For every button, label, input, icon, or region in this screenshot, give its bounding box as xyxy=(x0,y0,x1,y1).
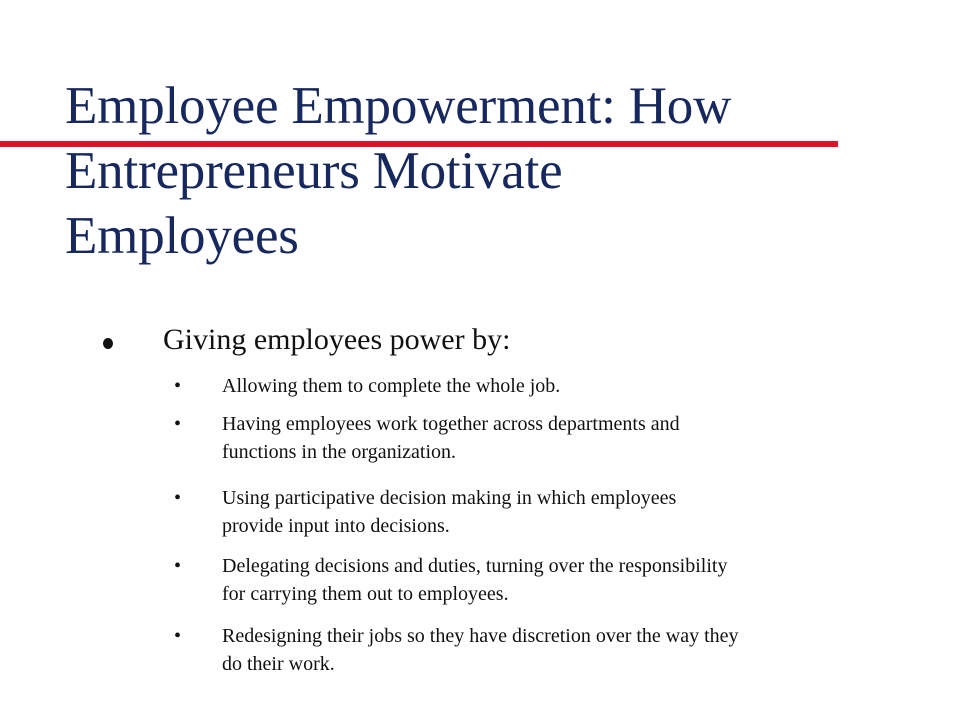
sub-bullet-1 xyxy=(222,372,922,400)
sub-bullet-5 xyxy=(222,622,922,678)
sub-bullet-4-line-1: Delegating decisions and duties, turning over the responsibility xyxy=(222,555,728,577)
sub-bullet-dot-icon: • xyxy=(174,625,182,647)
sub-bullet-5-line-2: do their work. xyxy=(222,653,335,675)
title-line-2: Entrepreneurs Motivate xyxy=(65,142,563,200)
sub-bullet-1-line-1: Allowing them to complete the whole job. xyxy=(222,375,561,397)
sub-bullet-dot-icon: • xyxy=(174,555,182,577)
sub-bullet-dot-icon: • xyxy=(174,375,182,397)
sub-bullet-2-line-2: functions in the organization. xyxy=(222,441,457,463)
sub-bullet-3-line-2: provide input into decisions. xyxy=(222,515,450,537)
sub-bullet-3 xyxy=(222,484,922,540)
sub-bullet-dot-icon: • xyxy=(174,413,182,435)
title-line-3: Employees xyxy=(65,207,299,265)
title-line-1: Employee Empowerment: How xyxy=(65,77,732,135)
sub-bullet-2 xyxy=(222,410,922,466)
sub-bullet-5-line-1: Redesigning their jobs so they have discretion over the way they xyxy=(222,625,739,647)
sub-bullet-4-line-2: for carrying them out to employees. xyxy=(222,583,509,605)
sub-bullet-2-line-1: Having employees work together across departments and xyxy=(222,413,680,435)
main-bullet-text: Giving employees power by: xyxy=(163,323,511,356)
sub-bullet-4 xyxy=(222,552,922,608)
sub-bullet-dot-icon: • xyxy=(174,487,182,509)
sub-bullet-3-line-1: Using participative decision making in which employees xyxy=(222,487,677,509)
main-bullet-dot-icon xyxy=(103,338,113,349)
